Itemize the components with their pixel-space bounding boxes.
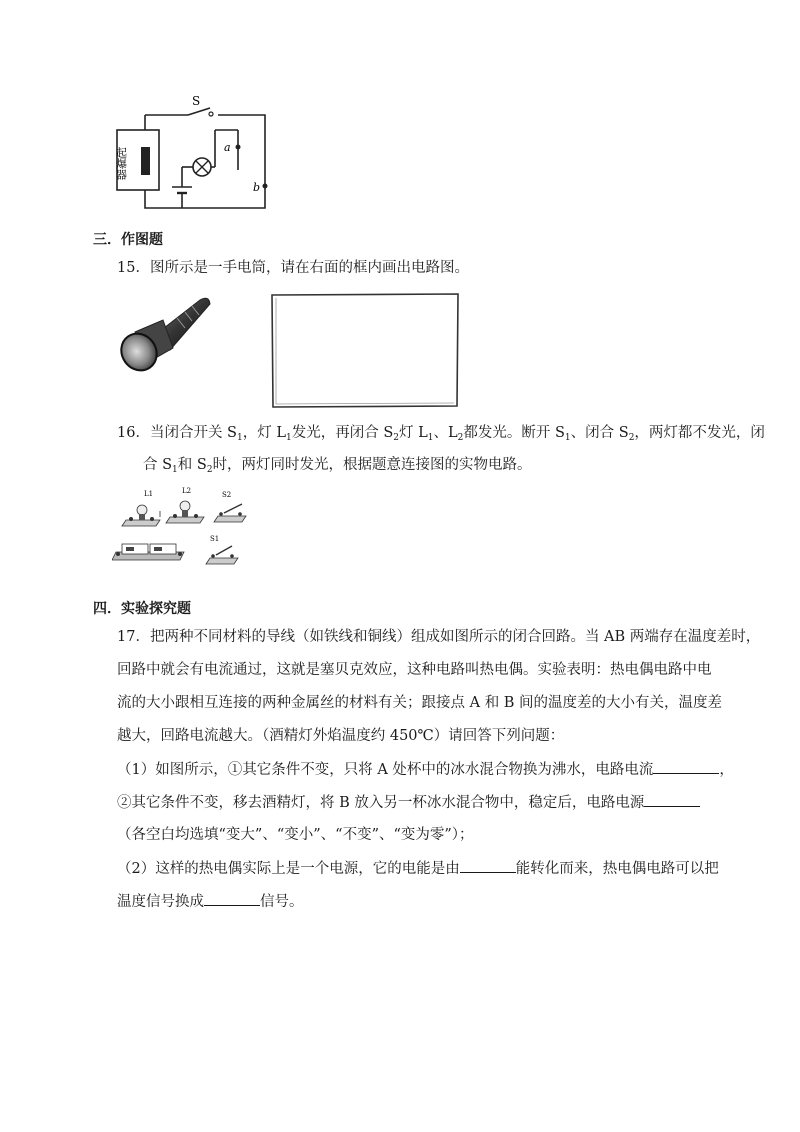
component-l2-label: L2: [182, 487, 192, 495]
section-four-title: 四．实验探究题: [93, 601, 191, 617]
q16-t4: 、L: [433, 425, 458, 441]
question-17-part2-line-2: [117, 891, 304, 912]
question-16-line-2: [143, 455, 532, 475]
circuit-drawing-box: [268, 292, 464, 410]
part1-text-2: ②其它条件不变，移去酒精灯，将 B 放入另一杯冰水混合物中，稳定后，电路电源: [117, 795, 645, 811]
question-15-number: 15．: [117, 260, 150, 276]
q16-t5: 都发光。断开 S: [463, 425, 565, 441]
answer-blank-1[interactable]: [653, 759, 719, 774]
detonator-label: 起爆器: [114, 147, 128, 180]
point-b-label: b: [253, 181, 261, 194]
question-15-text: 图所示是一手电筒，请在右面的框内画出电路图。: [149, 260, 469, 276]
q16-t0: 当闭合开关 S: [149, 425, 237, 441]
q16-l2-s0: 1: [172, 465, 178, 475]
question-16-number: 16．: [117, 425, 150, 441]
q16-s2: 2: [393, 433, 399, 443]
question-17-part1-line-2: [117, 792, 700, 813]
q16-s0: 1: [237, 433, 243, 443]
q16-l2-t2: 时，两灯同时发光，根据题意连接图的实物电路。: [212, 457, 532, 473]
detonator-circuit-diagram: [110, 95, 280, 215]
detonator-element: [141, 147, 150, 175]
component-s2-label: S2: [222, 491, 232, 499]
q16-l2-s1: 2: [206, 465, 213, 475]
part1-text-1-end: ，: [719, 762, 734, 778]
q16-s1: 1: [285, 433, 292, 443]
question-17-number: 17．: [117, 629, 150, 645]
question-17-part2-line-1: [117, 858, 719, 879]
question-15: [117, 258, 469, 278]
question-17-line-4: 越大，回路电流越大。（酒精灯外焰温度约 450℃）请回答下列问题：: [117, 728, 565, 744]
q16-t1: ，灯 L: [242, 425, 286, 441]
switch-s-blade: [188, 108, 210, 115]
q16-s6: 2: [628, 433, 635, 443]
lamp-l1-component: [122, 505, 160, 526]
answer-blank-3[interactable]: [460, 858, 516, 873]
q16-t6: 、闭合 S: [570, 425, 629, 441]
physical-components-figure: [112, 486, 257, 568]
part2-text-1a: （2）这样的热电偶实际上是一个电源，它的电能是由: [117, 861, 460, 877]
part2-text-1b: 能转化而来，热电偶电路可以把: [515, 861, 719, 877]
q16-s5: 1: [564, 433, 571, 443]
component-l1-label: L1: [144, 490, 154, 498]
q16-t3: 灯 L: [399, 425, 428, 441]
q16-t7: ，两灯都不发光，闭: [634, 425, 765, 441]
question-17-part1-line-3: （各空白均选填“变大”、“变小”、“不变”、“变为零”）；: [117, 827, 474, 843]
answer-blank-2[interactable]: [644, 792, 700, 807]
answer-blank-4[interactable]: [204, 891, 260, 906]
q16-t2: 发光，再闭合 S: [291, 425, 394, 441]
q16-l2-t0: 合 S: [143, 457, 173, 473]
flashlight-image: [115, 290, 215, 375]
part2-text-2a: 温度信号换成: [117, 894, 204, 910]
lamp-l2-component: [166, 501, 204, 523]
battery-pack-component: [112, 544, 184, 560]
point-a-label: a: [224, 141, 231, 154]
q16-s4: 2: [457, 433, 464, 443]
question-16-line-1: [117, 423, 765, 443]
section-three-title: 三．作图题: [93, 232, 163, 248]
question-17-part1-line-1: [117, 759, 734, 780]
component-s1-label: S1: [210, 535, 220, 543]
switch-s2-component: [214, 504, 246, 522]
question-17-line-3: 流的大小跟相互连接的两种金属丝的材料有关；跟接点 A 和 B 间的温度差的大小有关，温度差: [117, 695, 723, 711]
point-b-dot: [263, 184, 268, 189]
point-a-dot: [236, 145, 241, 150]
switch-s1-component: [206, 546, 238, 564]
drawing-box-frame: [272, 294, 458, 407]
question-17-line-1: [117, 627, 760, 647]
q16-s3: 1: [427, 433, 434, 443]
switch-s-label: S: [192, 95, 201, 108]
question-17-text-1: 把两种不同材料的导线（如铁线和铜线）组成如图所示的闭合回路。当 AB 两端存在温度差时，: [149, 629, 761, 645]
part2-text-2b: 信号。: [260, 894, 304, 910]
question-17-line-2: 回路中就会有电流通过，这就是塞贝克效应，这种电路叫热电偶。实验表明：热电偶电路中电: [117, 662, 712, 678]
part1-text-1: （1）如图所示，①其它条件不变，只将 A 处杯中的冰水混合物换为沸水，电路电流: [117, 762, 654, 778]
q16-l2-t1: 和 S: [177, 457, 207, 473]
switch-s-pivot: [209, 112, 213, 116]
